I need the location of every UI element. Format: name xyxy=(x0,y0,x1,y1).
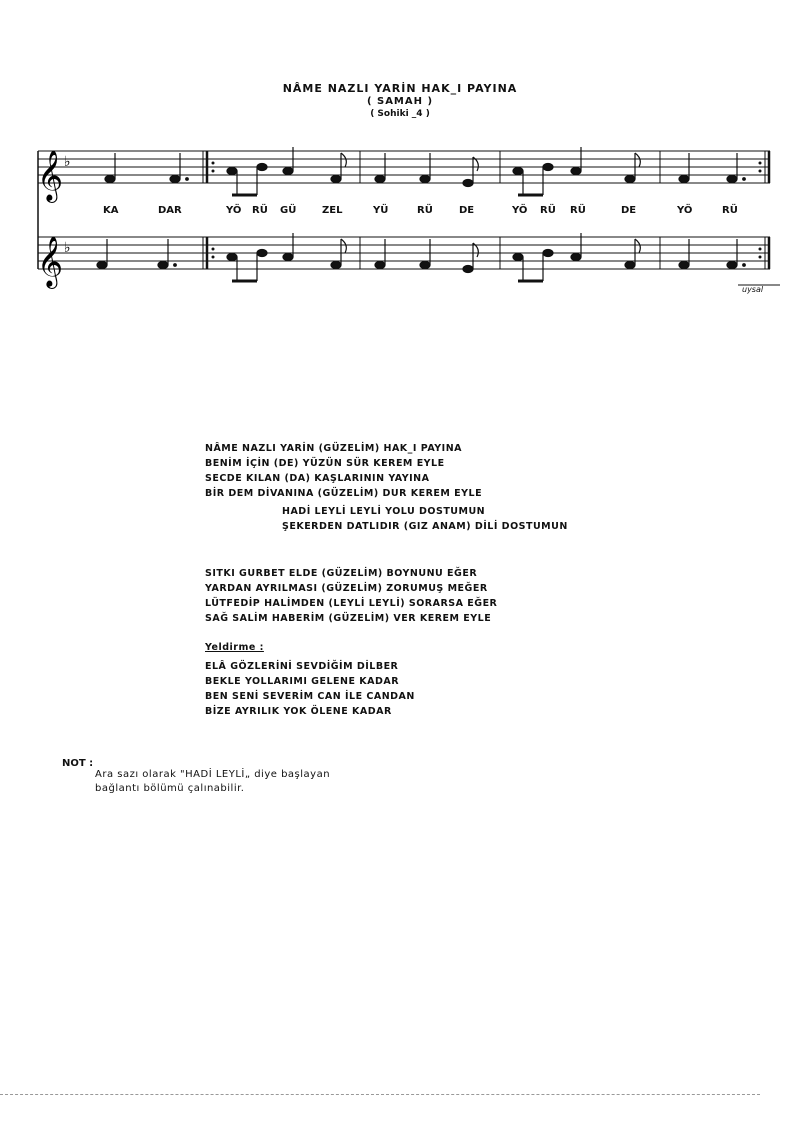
copyist-signature: uysal xyxy=(742,285,764,294)
verse-line: LÜTFEDİP HALİMDEN (LEYLİ LEYLİ) SORARSA EĞER xyxy=(205,598,498,609)
lyric-syllable: RÜ xyxy=(570,205,586,216)
lyric-syllable: YÖ xyxy=(226,205,242,216)
note xyxy=(331,176,341,183)
music-score xyxy=(0,0,800,300)
note xyxy=(257,250,267,257)
note xyxy=(625,176,635,183)
note xyxy=(727,176,737,183)
song-subtitle: ( SAMAH ) xyxy=(366,96,434,107)
verse-2 xyxy=(205,566,497,626)
note xyxy=(227,168,237,175)
note xyxy=(463,180,473,187)
note xyxy=(679,262,689,269)
lyric-syllable: DAR xyxy=(158,205,182,216)
note xyxy=(257,164,267,171)
verse-line: ŞEKERDEN DATLIDIR (GIZ ANAM) DİLİ DOSTUMUN xyxy=(282,521,568,532)
note xyxy=(283,254,293,261)
verse-line: BEKLE YOLLARIMI GELENE KADAR xyxy=(205,676,400,687)
note xyxy=(513,254,523,261)
note-text xyxy=(95,768,330,796)
lyric-syllable: RÜ xyxy=(252,205,268,216)
note xyxy=(375,262,385,269)
lyric-syllable: YÜ xyxy=(373,205,389,216)
note xyxy=(331,262,341,269)
note xyxy=(105,176,115,183)
note xyxy=(283,168,293,175)
note xyxy=(97,262,107,269)
note xyxy=(679,176,689,183)
lyric-syllable: ZEL xyxy=(322,205,343,216)
note-line: Ara sazı olarak "HADİ LEYLİ„ diye başlayan xyxy=(95,769,331,780)
verse-line: NÂME NAZLI YARİN (GÜZELİM) HAK_I PAYINA xyxy=(205,443,462,454)
verse-line: ELÂ GÖZLERİNİ SEVDİĞİM DİLBER xyxy=(205,661,399,672)
refrain xyxy=(282,504,568,534)
treble-clef-icon: 𝄞 xyxy=(37,236,64,287)
lyric-syllable: DE xyxy=(621,205,637,216)
lyric-syllable: DE xyxy=(459,205,475,216)
note xyxy=(420,262,430,269)
verse-line: SAĞ SALİM HABERİM (GÜZELİM) VER KEREM EYLE xyxy=(205,613,492,624)
verse-line: HADİ LEYLİ LEYLİ YOLU DOSTUMUN xyxy=(282,506,486,517)
verse-line: SITKI GURBET ELDE (GÜZELİM) BOYNUNU EĞER xyxy=(205,568,478,579)
note xyxy=(158,262,168,269)
lyric-syllable: RÜ xyxy=(417,205,433,216)
lyric-syllable: RÜ xyxy=(722,205,738,216)
note xyxy=(571,254,581,261)
note-line: bağlantı bölümü çalınabilir. xyxy=(95,783,245,794)
note xyxy=(543,164,553,171)
verse-1 xyxy=(205,441,482,501)
verse-3 xyxy=(205,659,415,719)
lyric-syllable: KA xyxy=(103,205,119,216)
note xyxy=(543,250,553,257)
lyric-syllable: GÜ xyxy=(280,205,297,216)
note xyxy=(420,176,430,183)
flat-icon: ♭ xyxy=(64,154,71,170)
notes-staff-1 xyxy=(105,147,745,195)
note xyxy=(375,176,385,183)
yeldirme-heading: Yeldirme : xyxy=(205,642,264,653)
lyric-syllable: YÖ xyxy=(512,205,528,216)
verse-line: BEN SENİ SEVERİM CAN İLE CANDAN xyxy=(205,691,415,702)
note xyxy=(463,266,473,273)
note xyxy=(727,262,737,269)
song-title: NÂME NAZLI YARİN HAK_I PAYINA xyxy=(282,82,518,95)
lyric-syllable: RÜ xyxy=(540,205,556,216)
note xyxy=(513,168,523,175)
verse-line: YARDAN AYRILMASI (GÜZELİM) ZORUMUŞ MEĞER xyxy=(205,583,488,594)
verse-line: BENİM İÇİN (DE) YÜZÜN SÜR KEREM EYLE xyxy=(205,458,445,469)
notes-staff-2 xyxy=(97,233,745,281)
verse-line: BİZE AYRILIK YOK ÖLENE KADAR xyxy=(205,706,392,717)
treble-clef-icon: 𝄞 xyxy=(37,150,64,201)
page-bottom-rule xyxy=(0,1094,760,1095)
note xyxy=(227,254,237,261)
song-meter: ( Sohiki _4 ) xyxy=(370,109,430,119)
verse-line: BİR DEM DİVANINA (GÜZELİM) DUR KEREM EYLE xyxy=(205,488,483,499)
lyric-syllable: YÖ xyxy=(677,205,693,216)
flat-icon: ♭ xyxy=(64,240,71,256)
note xyxy=(170,176,180,183)
note xyxy=(571,168,581,175)
note-label: NOT : xyxy=(62,758,94,769)
note xyxy=(625,262,635,269)
verse-line: SECDE KILAN (DA) KAŞLARININ YAYINA xyxy=(205,473,430,484)
